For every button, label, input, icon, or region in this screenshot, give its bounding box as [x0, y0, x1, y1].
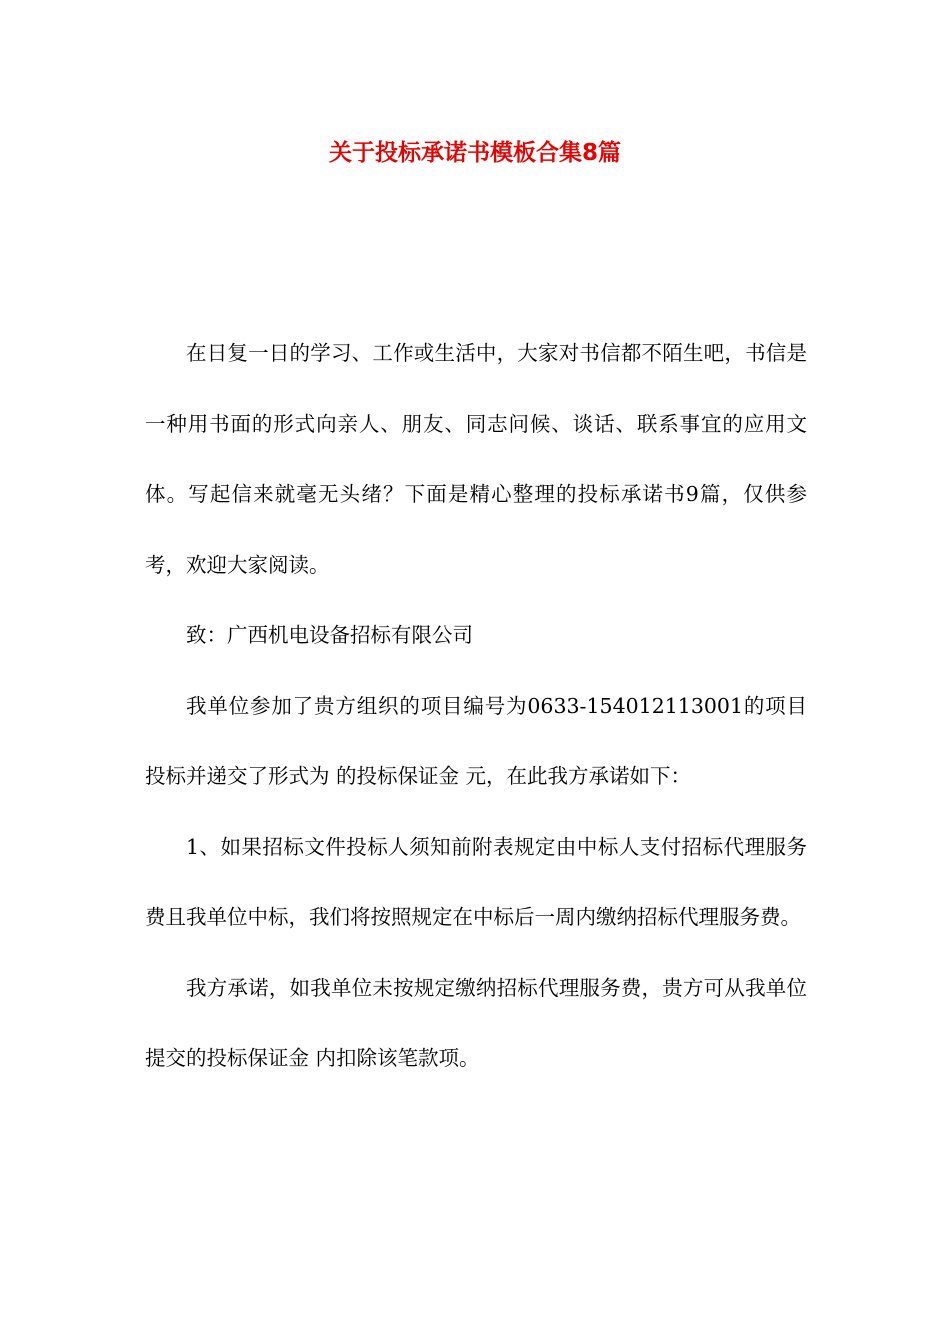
commitment-item-1: 1、如果招标文件投标人须知前附表规定由中标人支付招标代理服务费且我单位中标，我们将按照规定在中标后一周内缴纳招标代理服务费。 [145, 834, 807, 929]
addressee-line: 致：广西机电设备招标有限公司 [186, 623, 473, 647]
statement-paragraph: 我单位参加了贵方组织的项目编号为0633-154012113001的项目投标并递交了形式为 的投标保证金 元，在此我方承诺如下： [145, 693, 807, 788]
document-title: 关于投标承诺书模板合集8篇 [328, 140, 621, 166]
commitment-paragraph: 我方承诺，如我单位未按规定缴纳招标代理服务费，贵方可从我单位提交的投标保证金 内扣除该笔款项。 [145, 975, 807, 1070]
document-body [145, 318, 807, 1094]
intro-paragraph: 在日复一日的学习、工作或生活中，大家对书信都不陌生吧，书信是一种用书面的形式向亲人、朋友、同志问候、谈话、联系事宜的应用文体。写起信来就毫无头绪？下面是精心整理的投标承诺书9篇，仅供参考，欢迎大家阅读。 [145, 341, 807, 577]
